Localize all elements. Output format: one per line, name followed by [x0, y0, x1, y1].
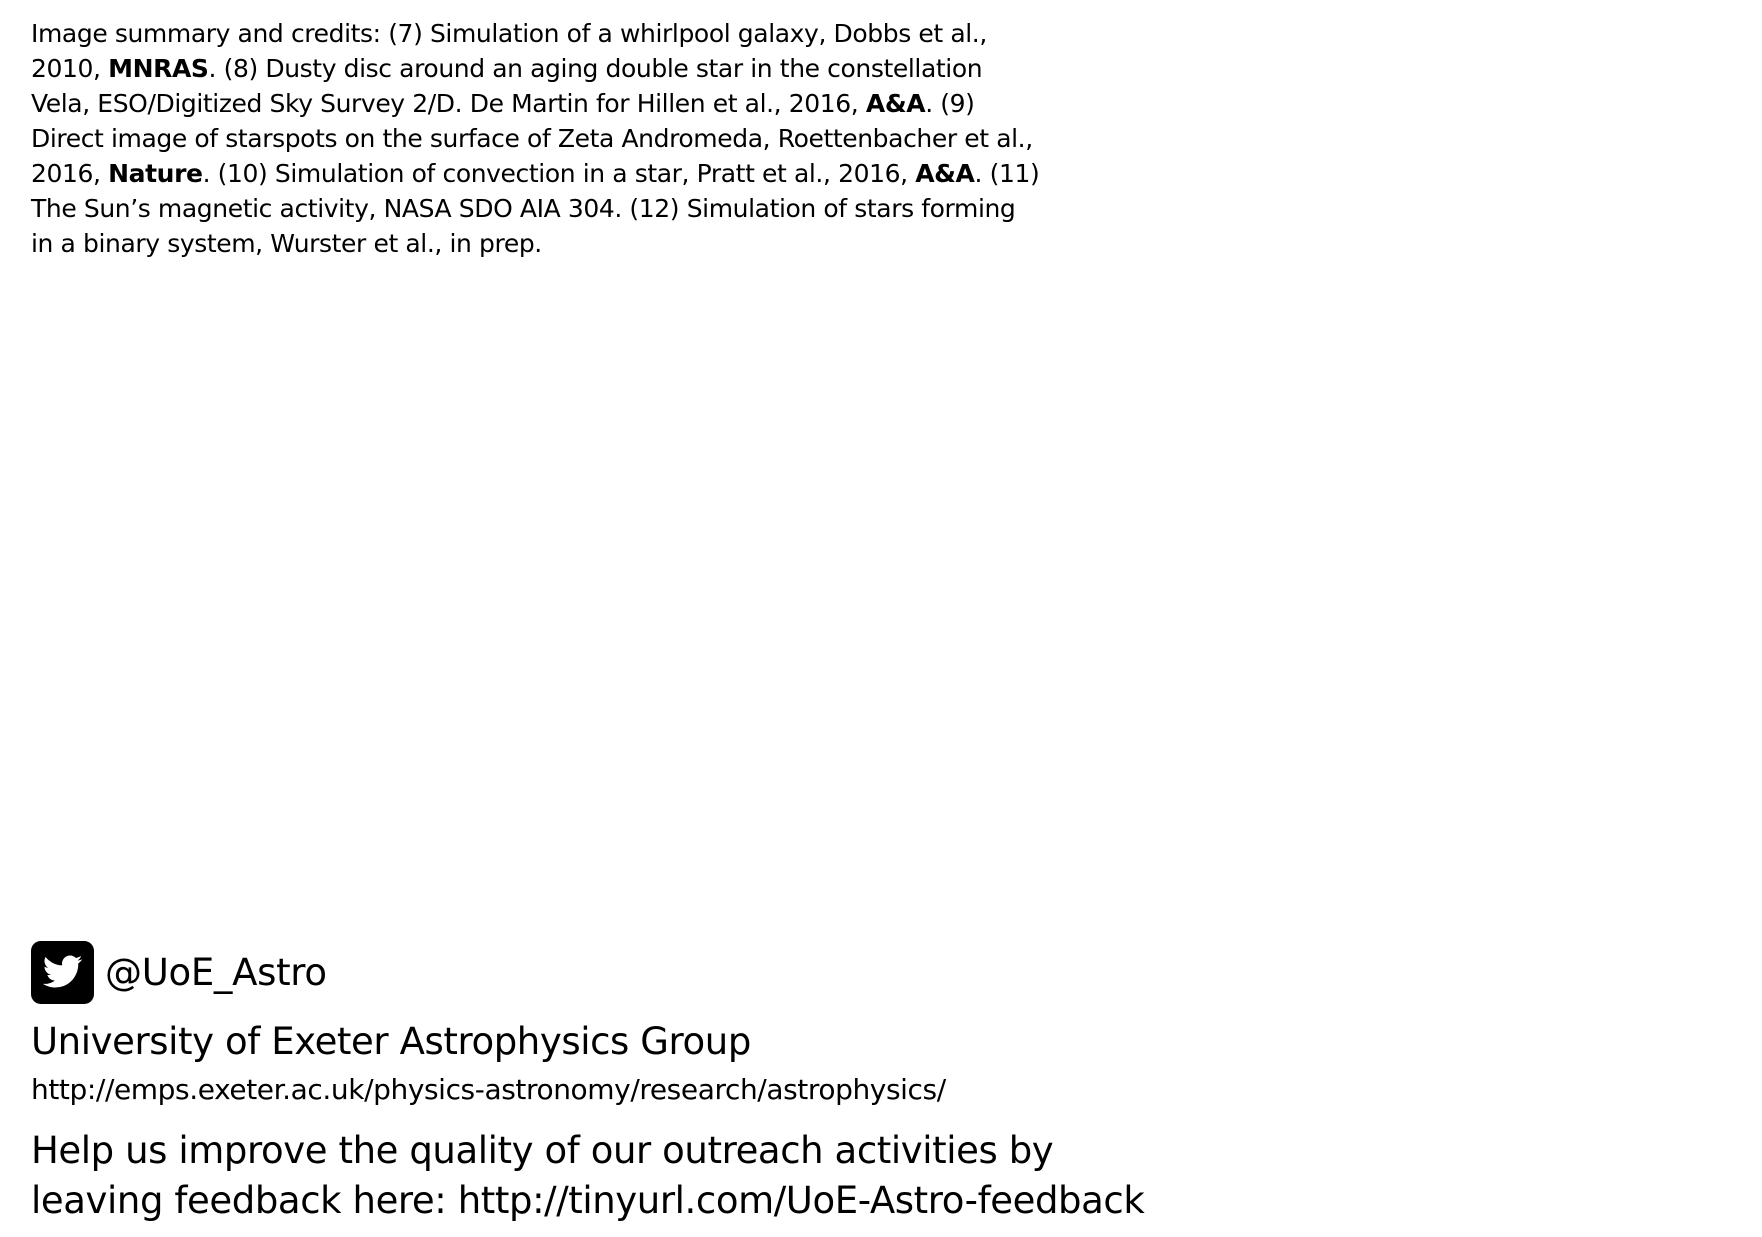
- journal-mnras: MNRAS: [108, 54, 209, 83]
- credits-part-5: . (11) The Sun’s magnetic activity, NASA SDO AIA 304. (12) Simulation of stars forming in a binary system, Wurster et al., in prep.: [31, 159, 1040, 258]
- credits-part-4: . (10) Simulation of convection in a star, Pratt et al., 2016,: [202, 159, 916, 188]
- credits-intro: Image summary and credits: (7) Simulation of a whirlpool galaxy, Dobbs et al., 2010,: [31, 19, 987, 83]
- feedback-line-2[interactable]: leaving feedback here: http://tinyurl.com/UoE-Astro-feedback: [31, 1179, 1145, 1222]
- twitter-handle[interactable]: @UoE_Astro: [105, 950, 327, 994]
- credits-part-2: . (8) Dusty disc around an aging double star in the constellation Vela, ESO/Digitized Sky Survey 2/D. De Martin for Hillen et al., 2016,: [31, 54, 983, 118]
- journal-aa-2: A&A: [915, 159, 975, 188]
- twitter-contact: [31, 940, 327, 1004]
- journal-nature: Nature: [108, 159, 203, 188]
- group-url-link[interactable]: http://emps.exeter.ac.uk/physics-astronomy/research/astrophysics/: [31, 1073, 946, 1106]
- group-name: University of Exeter Astrophysics Group: [31, 1020, 751, 1063]
- feedback-request: [31, 1126, 1181, 1226]
- journal-aa-1: A&A: [865, 89, 926, 118]
- credits-part-3: . (9) Direct image of starspots on the surface of Zeta Andromeda, Roettenbacher et al., 2016,: [31, 89, 1033, 188]
- image-credits-paragraph: [31, 16, 1041, 261]
- twitter-bird-icon: [31, 941, 94, 1004]
- feedback-line-1: Help us improve the quality of our outreach activities by: [31, 1129, 1054, 1172]
